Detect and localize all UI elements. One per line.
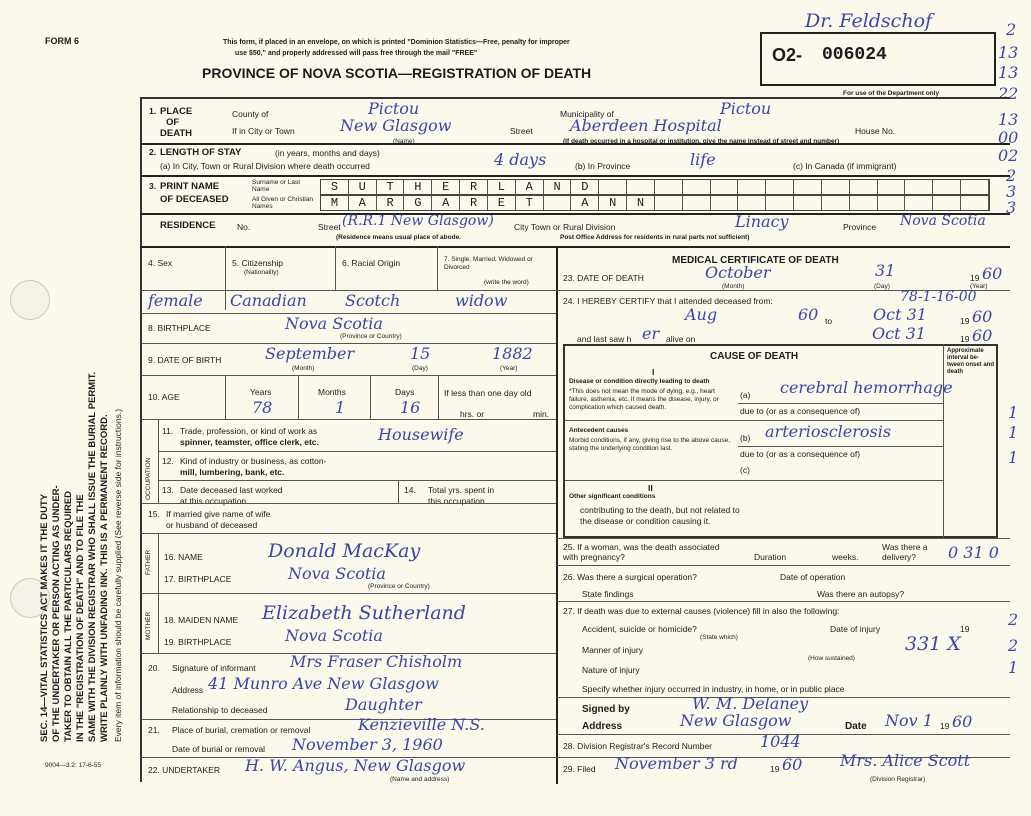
autopsy-label: Was there an autopsy? [817, 589, 905, 599]
registrar-note: (Division Registrar) [870, 776, 926, 783]
burial-place-label: Place of burial, cremation or removal [172, 725, 311, 735]
margin-number: 1 [1008, 423, 1019, 442]
surname-label: Surname or Last Name [252, 179, 301, 193]
place-label: DEATH [160, 128, 193, 139]
mother-birth-value: Nova Scotia [285, 626, 383, 645]
divider [140, 375, 556, 376]
last-seen-fill: er [642, 324, 660, 343]
father-birth-label: 17. BIRTHPLACE [164, 574, 232, 584]
pregnancy-label: 25. If a woman, was the death associated with pregnancy? [563, 542, 720, 563]
margin-number: 13 [998, 43, 1019, 62]
burial-date-value: November 3, 1960 [292, 735, 443, 754]
days-label: Days [395, 387, 415, 397]
name-letter-box: H [404, 180, 432, 194]
injury-date-label: Date of injury [830, 624, 881, 634]
year-note: (Year) [970, 283, 988, 290]
item-number: 11. [162, 426, 174, 436]
given-boxes [320, 195, 990, 211]
margin-number: 02 [998, 146, 1019, 165]
year-prefix: 19 [940, 721, 950, 731]
findings-label: State findings [582, 589, 634, 599]
signed-value: W. M. Delaney [692, 694, 809, 713]
attend-from-year: 60 [798, 305, 819, 324]
filed-year: 60 [782, 755, 803, 774]
record-number-label: 28. Division Registrar's Record Number [563, 741, 713, 751]
divider [158, 480, 556, 481]
spouse-label: or husband of deceased [166, 520, 258, 530]
relationship-label: Relationship to deceased [172, 705, 268, 715]
name-letter-box: A [516, 180, 544, 194]
trade-value: Housewife [378, 425, 464, 444]
page-title: PROVINCE OF NOVA SCOTIA—REGISTRATION OF DEATH [202, 65, 592, 81]
marital-value: widow [455, 291, 508, 310]
divider [140, 246, 1010, 248]
name-letter-box [655, 180, 683, 194]
last-seen-label: and last saw h [577, 334, 632, 344]
year-note: (Year) [500, 365, 518, 372]
year-prefix: 19 [960, 316, 970, 326]
stay-b-value: life [690, 150, 716, 169]
dob-label: 9. DATE OF BIRTH [148, 355, 222, 365]
mother-side-label: MOTHER [145, 611, 152, 640]
citizenship-sub: (Nationality) [244, 269, 279, 276]
residence-street-value: (R.R.1 New Glasgow) [342, 213, 494, 229]
death-day: 31 [875, 261, 896, 280]
certifier-address-label: Address [582, 721, 623, 732]
roman-numeral-1: I [652, 367, 655, 377]
filed-label: 29. Filed [563, 764, 596, 774]
death-date-label: 23. DATE OF DEATH [563, 273, 644, 283]
name-letter-box: R [460, 180, 488, 194]
divider [140, 503, 556, 504]
name-label: OF DECEASED [160, 194, 229, 205]
due-to-label: due to (or as a consequence of) [740, 449, 861, 459]
stay-b-label: (b) In Province [575, 161, 631, 171]
nature-label: Nature of injury [582, 665, 640, 675]
name-letter-box [683, 196, 711, 210]
name-letter-box [766, 196, 794, 210]
stay-a-value: 4 days [494, 150, 547, 169]
divider [565, 480, 943, 481]
margin-number: 2 [1006, 20, 1017, 39]
total-years-label: Total yrs. spent in [428, 485, 495, 495]
cause-a-value: cerebral hemorrhage [780, 378, 953, 397]
municipality-label: Municipality of [560, 109, 614, 119]
form-code: 9004—3.2: 17-6-55 [45, 762, 102, 769]
accident-label: Accident, suicide or homicide? [582, 624, 697, 634]
medical-title: MEDICAL CERTIFICATE OF DEATH [672, 255, 839, 266]
divider [225, 246, 226, 310]
divider [158, 419, 159, 503]
name-letter-box: S [321, 180, 349, 194]
margin-number: 3 [1006, 198, 1017, 217]
divider [140, 593, 556, 594]
envelope-note-1: This form, if placed in an envelope, on which is printed "Dominion Statistics—Free, penalty for improper [223, 39, 570, 46]
sex-value: female [148, 291, 203, 310]
marital-sub: (write the word) [484, 279, 529, 286]
relationship-value: Daughter [345, 695, 422, 714]
item-number: 13. [162, 485, 174, 495]
county-value: Pictou [368, 99, 420, 118]
attend-from: Aug [685, 305, 718, 324]
divider [158, 451, 556, 452]
filed-date: November 3 rd [615, 754, 738, 773]
year-prefix: 19 [970, 273, 980, 283]
signed-label: Signed by [582, 704, 630, 715]
certifier-year: 60 [952, 712, 973, 731]
day-note: (Day) [874, 283, 890, 290]
margin-number: 3 [1006, 182, 1017, 201]
margin-number: 1 [1008, 658, 1019, 677]
name-letter-box [850, 196, 878, 210]
divider [943, 344, 944, 538]
margin-number: 13 [998, 63, 1019, 82]
pregnancy-code: 0 31 0 [948, 543, 999, 562]
total-years-label: this occupation [428, 496, 485, 506]
citizenship-header: 5. Citizenship [232, 258, 284, 268]
name-letter-box [599, 180, 627, 194]
undertaker-note: (Name and address) [390, 776, 450, 783]
divider [298, 375, 299, 419]
occupation-side-label: OCCUPATION [145, 457, 152, 500]
cause-title: CAUSE OF DEATH [710, 351, 799, 362]
spouse-label: If married give name of wife [166, 509, 271, 519]
name-letter-box [961, 196, 989, 210]
residence-label: RESIDENCE [160, 220, 216, 231]
age-years: 78 [252, 398, 273, 417]
disease-note: *This does not mean the mode of dying, e.g., heart failure, asthenia, etc. It means the disease, injury, or complication which caused death. [569, 388, 719, 412]
industry-label: mill, lumbering, bank, etc. [180, 467, 285, 477]
margin-number: 1 [1008, 403, 1019, 422]
birthplace-value: Nova Scotia [285, 314, 383, 333]
to-label: to [825, 316, 833, 326]
specify-label: Specify whether injury occurred in industry, in home, or in public place [582, 684, 845, 694]
manner-label: Manner of injury [582, 645, 643, 655]
stay-label: LENGTH OF STAY [160, 147, 242, 158]
form-number: FORM 6 [45, 36, 80, 46]
name-letter-box [905, 196, 933, 210]
certifier-date: Nov 1 [885, 711, 933, 730]
undertaker-value: H. W. Angus, New Glasgow [245, 756, 466, 775]
weeks-label: weeks. [832, 552, 859, 562]
hospital-note: (If death occurred in a hospital or institution, give the name instead of street and number) [563, 138, 840, 145]
name-letter-box: N [627, 196, 655, 210]
name-letter-box [711, 196, 739, 210]
disease-label: Disease or condition directly leading to death [569, 378, 710, 385]
place-label: PLACE [160, 106, 193, 117]
dob-day: 15 [410, 344, 431, 363]
name-letter-box: M [321, 196, 349, 210]
registration-prefix: O2- [772, 45, 803, 65]
antecedent-label: Antecedent causes [569, 427, 629, 434]
name-letter-box [878, 196, 906, 210]
age-label: 10. AGE [148, 392, 180, 402]
attend-to: Oct 31 [873, 305, 927, 324]
external-causes-label: 27. If death was due to external causes (violence) fill in also the following: [563, 606, 840, 616]
house-label: House No. [855, 126, 896, 136]
name-letter-box: G [404, 196, 432, 210]
given-label: All Given or Christian Names [252, 196, 314, 210]
margin-number: 2 [1008, 636, 1019, 655]
interval-label: Approximate interval be- tween onset and death [947, 348, 995, 375]
father-side-label: FATHER [145, 549, 152, 575]
name-letter-box: N [544, 180, 572, 194]
operation-date-label: Date of operation [780, 572, 846, 582]
name-letter-box [794, 180, 822, 194]
name-letter-box [683, 180, 711, 194]
father-birth-value: Nova Scotia [288, 564, 386, 583]
record-number: 1044 [760, 732, 801, 751]
divider [556, 246, 558, 784]
registration-number: 006024 [822, 45, 887, 65]
birthplace-note: (Province or Country) [340, 333, 402, 340]
county-label: County of [232, 109, 269, 119]
cause-a-label: (a) [740, 390, 751, 400]
duration-label: Duration [754, 552, 787, 562]
section-number: 2. [149, 147, 157, 157]
informant-signature: Mrs Fraser Chisholm [290, 652, 463, 671]
divider [438, 375, 439, 419]
surname-boxes [320, 179, 990, 195]
state-which-note: (State which) [700, 634, 738, 641]
attend-code: 78-1-16-00 [900, 289, 977, 305]
divider [140, 419, 556, 420]
day-note: (Day) [412, 365, 428, 372]
stay-c-label: (c) In Canada (if immigrant) [793, 161, 897, 171]
last-worked-label: Date deceased last worked [180, 485, 283, 495]
name-letter-box: E [432, 180, 460, 194]
delivery-label: Was there a delivery? [882, 542, 928, 563]
alive-year: 60 [972, 326, 993, 345]
cause-b-value: arteriosclerosis [765, 422, 892, 441]
name-letter-box: R [377, 196, 405, 210]
name-letter-box [822, 196, 850, 210]
certifier-address: New Glasgow [680, 711, 792, 730]
operation-label: 26. Was there a surgical operation? [563, 572, 697, 582]
name-letter-box [905, 180, 933, 194]
divider [335, 246, 336, 290]
attend-label: 24. I HEREBY CERTIFY that I attended deceased from: [563, 296, 773, 306]
certifier-date-label: Date [845, 721, 867, 732]
trade-label: spinner, teamster, office clerk, etc. [180, 437, 319, 447]
less-day-label: If less than one day old [444, 388, 532, 398]
sex-header: 4. Sex [148, 258, 173, 268]
name-letter-box [961, 180, 989, 194]
mother-birth-label: 19. BIRTHPLACE [164, 637, 232, 647]
years-label: Years [250, 387, 272, 397]
divider [565, 420, 943, 421]
name-letter-box: R [460, 196, 488, 210]
margin-number: 1 [1008, 448, 1019, 467]
name-letter-box [544, 196, 572, 210]
age-months: 1 [335, 398, 346, 417]
age-days: 16 [400, 398, 421, 417]
divider [140, 719, 556, 720]
side-instructions: SEC. 14—VITAL STATISTICS ACT MAKES IT THE DUTY OF THE UNDERTAKER OR PERSON ACTING AS UNDER- TAKER TO OBTAIN ALL THE PARTICULARS REQUIRED IN THE "REGISTRATION OF DEATH" AND TO FILE THE SAME WITH THE DIVISION REGISTRAR WHO SHALL ISSUE THE BURIAL PERMIT. WRITE PLAINLY WITH UNFADING INK. THIS IS A PERMANENT RECORD. Every item of information should be carefully supplied (See reverse side for instructions.) [39, 371, 123, 742]
name-letter-box: A [432, 196, 460, 210]
name-label: PRINT NAME [160, 181, 220, 192]
residence-street-label: Street [318, 222, 341, 232]
name-letter-box [766, 180, 794, 194]
divider [225, 375, 226, 419]
informant-label: Signature of informant [172, 663, 256, 673]
roman-numeral-2: II [648, 483, 653, 493]
residence-note: Post Office Address for residents in rural parts not sufficient) [560, 234, 750, 241]
divider [370, 375, 371, 419]
citizenship-value: Canadian [230, 291, 307, 310]
mother-name-value: Elizabeth Sutherland [262, 602, 466, 624]
racial-header: 6. Racial Origin [342, 258, 401, 268]
father-name-label: 16. NAME [164, 552, 203, 562]
father-name-value: Donald MacKay [268, 540, 421, 562]
year-prefix: 19 [960, 334, 970, 344]
name-letter-box: U [349, 180, 377, 194]
street-value: Aberdeen Hospital [570, 116, 722, 135]
registrar-signature: Mrs. Alice Scott [840, 751, 971, 770]
burial-date-label: Date of burial or removal [172, 744, 266, 754]
residence-province-value: Nova Scotia [900, 213, 986, 229]
divider [437, 246, 438, 290]
envelope-note-2: use $50," and properly addressed will pass free through the mail "FREE" [235, 50, 478, 57]
divider [556, 565, 1010, 566]
trade-label: Trade, profession, or kind of work as [180, 426, 318, 436]
undertaker-label: 22. UNDERTAKER [148, 765, 220, 775]
racial-value: Scotch [345, 291, 401, 310]
attend-to-year: 60 [972, 307, 993, 326]
divider [556, 601, 1010, 602]
divider [738, 403, 943, 404]
divider [556, 538, 1010, 539]
name-letter-box: N [599, 196, 627, 210]
residence-note: (Residence means usual place of abode. [336, 234, 461, 241]
street-label: Street [510, 126, 533, 136]
informant-address-label: Address [172, 685, 204, 695]
other-conditions-note: contributing to the death, but not related to the disease or condition causing it. [580, 505, 740, 526]
how-sustained-note: (How sustained) [808, 655, 855, 662]
birthplace-label: 8. BIRTHPLACE [148, 323, 211, 333]
margin-number: 2 [1008, 610, 1019, 629]
city-label: If in City or Town [232, 126, 295, 136]
name-letter-box [794, 196, 822, 210]
divider [140, 533, 556, 534]
hrs-label: hrs. or [460, 409, 485, 419]
min-label: min. [533, 409, 550, 419]
divider [140, 175, 1010, 177]
name-letter-box: T [516, 196, 544, 210]
margin-number: 13 [998, 110, 1019, 129]
name-letter-box: A [571, 196, 599, 210]
section-number: 3. [149, 181, 157, 191]
mother-name-label: 18. MAIDEN NAME [164, 615, 239, 625]
name-letter-box [738, 196, 766, 210]
name-letter-box: A [349, 196, 377, 210]
margin-number: 00 [998, 128, 1019, 147]
other-conditions-label: Other significant conditions [569, 493, 656, 500]
residence-city-label: City Town or Rural Division [514, 222, 616, 232]
municipality-value: Pictou [720, 99, 772, 118]
last-worked-label: at this occupation [180, 496, 247, 506]
industry-label: Kind of industry or business, as cotton- [180, 456, 327, 466]
city-value: New Glasgow [340, 116, 452, 135]
department-use-label: For use of the Department only [843, 90, 940, 97]
marital-header: 7. Single, Married, Widowed or Divorced [444, 256, 533, 272]
residence-province-label: Province [843, 222, 877, 232]
death-month: October [705, 263, 771, 282]
due-to-label: due to (or as a consequence of) [740, 406, 861, 416]
antecedent-note: Morbid conditions, if any, giving rise to the above cause, stating the underlying condition last. [569, 437, 731, 453]
name-letter-box [738, 180, 766, 194]
residence-city-value: Linacy [735, 212, 789, 231]
name-note: (Name) [393, 138, 415, 145]
stay-a-label: (a) In City, Town or Rural Division where death occurred [160, 161, 370, 171]
name-letter-box [655, 196, 683, 210]
stay-sub: (in years, months and days) [275, 148, 380, 158]
name-letter-box [933, 196, 961, 210]
divider [738, 446, 943, 447]
year-prefix: 19 [960, 624, 970, 634]
name-letter-box [933, 180, 961, 194]
dob-year: 1882 [492, 344, 533, 363]
top-signature: Dr. Feldschof [805, 10, 933, 32]
province-note: (Province or Country) [368, 583, 430, 590]
cause-c-label: (c) [740, 465, 750, 475]
divider [140, 213, 1010, 215]
item-number: 12. [162, 456, 174, 466]
name-letter-box [822, 180, 850, 194]
margin-number: 22 [998, 84, 1019, 103]
month-note: (Month) [722, 283, 745, 290]
alive-label: alive on [666, 334, 696, 344]
informant-address: 41 Munro Ave New Glasgow [208, 674, 439, 693]
margin-number: 2 [1006, 166, 1017, 185]
alive-date: Oct 31 [872, 324, 926, 343]
name-letter-box: L [488, 180, 516, 194]
name-letter-box [627, 180, 655, 194]
place-label: OF [166, 117, 180, 128]
item-number: 20. [148, 663, 160, 673]
section-number: 1. [149, 106, 157, 116]
residence-no-label: No. [237, 222, 251, 232]
divider [398, 480, 399, 503]
name-letter-box: E [488, 196, 516, 210]
name-letter-box [850, 180, 878, 194]
name-letter-box: D [571, 180, 599, 194]
item-number: 21. [148, 725, 160, 735]
injury-code: 331 X [905, 633, 961, 655]
year-prefix: 19 [770, 764, 780, 774]
item-number: 14. [404, 485, 416, 495]
name-letter-box: T [377, 180, 405, 194]
death-year: 60 [982, 264, 1003, 283]
name-letter-box [711, 180, 739, 194]
months-label: Months [318, 387, 346, 397]
cause-b-label: (b) [740, 433, 751, 443]
dob-month: September [265, 344, 355, 363]
month-note: (Month) [292, 365, 315, 372]
burial-place-value: Kenzieville N.S. [358, 715, 485, 734]
name-letter-box [878, 180, 906, 194]
item-number: 15. [148, 509, 160, 519]
